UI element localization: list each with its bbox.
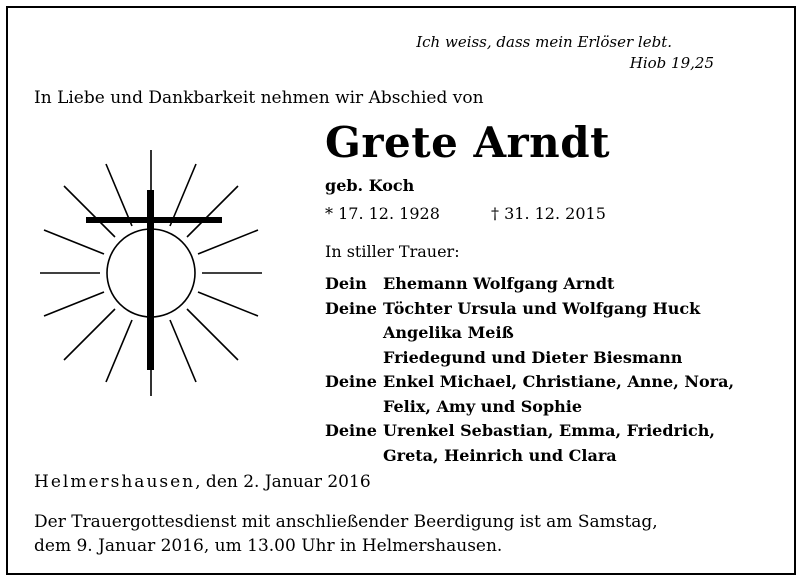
family-row	[325, 272, 734, 297]
deceased-name: Grete Arndt	[325, 118, 610, 167]
family-row	[325, 346, 734, 371]
intro-text: In Liebe und Dankbarkeit nehmen wir Abschied von	[34, 88, 484, 108]
family-list	[325, 272, 734, 468]
family-names: Greta, Heinrich und Clara	[383, 445, 617, 465]
relation-label	[325, 444, 383, 469]
place-date-line	[34, 472, 371, 492]
town-name: Helmershausen	[34, 472, 196, 492]
relation-label	[325, 346, 383, 371]
service-line: dem 9. Januar 2016, um 13.00 Uhr in Helmershausen.	[34, 536, 503, 556]
birth-name: geb. Koch	[325, 176, 415, 195]
family-names: Ehemann Wolfgang Arndt	[383, 274, 615, 293]
family-names: Angelika Meiß	[383, 323, 514, 342]
family-row	[325, 444, 734, 469]
family-names: Töchter Ursula und Wolfgang Huck	[383, 298, 701, 318]
life-dates	[325, 204, 606, 223]
relation-label: Deine	[325, 298, 377, 318]
bible-quote	[416, 32, 714, 74]
mourning-line: In stiller Trauer:	[325, 242, 460, 261]
relation-label: Deine	[325, 421, 377, 440]
family-row	[325, 370, 734, 395]
family-names: Enkel Michael, Christiane, Anne, Nora,	[383, 372, 735, 391]
family-row	[325, 419, 734, 444]
family-names: Urenkel Sebastian, Emma, Friedrich,	[383, 421, 715, 440]
family-row	[325, 395, 734, 420]
family-row	[325, 297, 734, 322]
relation-label: Deine	[325, 372, 377, 391]
family-row	[325, 321, 734, 346]
quote-text: Ich weiss, dass mein Erlöser lebt.	[416, 33, 672, 51]
death-date: † 31. 12. 2015	[491, 204, 606, 223]
service-line: Der Trauergottesdienst mit anschließender Beerdigung ist am Samstag,	[34, 512, 658, 532]
relation-label: Dein	[325, 274, 367, 293]
relation-label	[325, 321, 383, 346]
cross-with-sun-rays-icon	[36, 150, 266, 400]
quote-source: Hiob 19,25	[629, 54, 714, 72]
funeral-service-info	[34, 510, 658, 558]
notice-date: , den 2. Januar 2016	[195, 472, 371, 492]
family-names: Felix, Amy und Sophie	[383, 396, 583, 416]
relation-label	[325, 395, 383, 420]
family-names: Friedegund und Dieter Biesmann	[383, 347, 683, 367]
birth-date: * 17. 12. 1928	[325, 204, 440, 223]
